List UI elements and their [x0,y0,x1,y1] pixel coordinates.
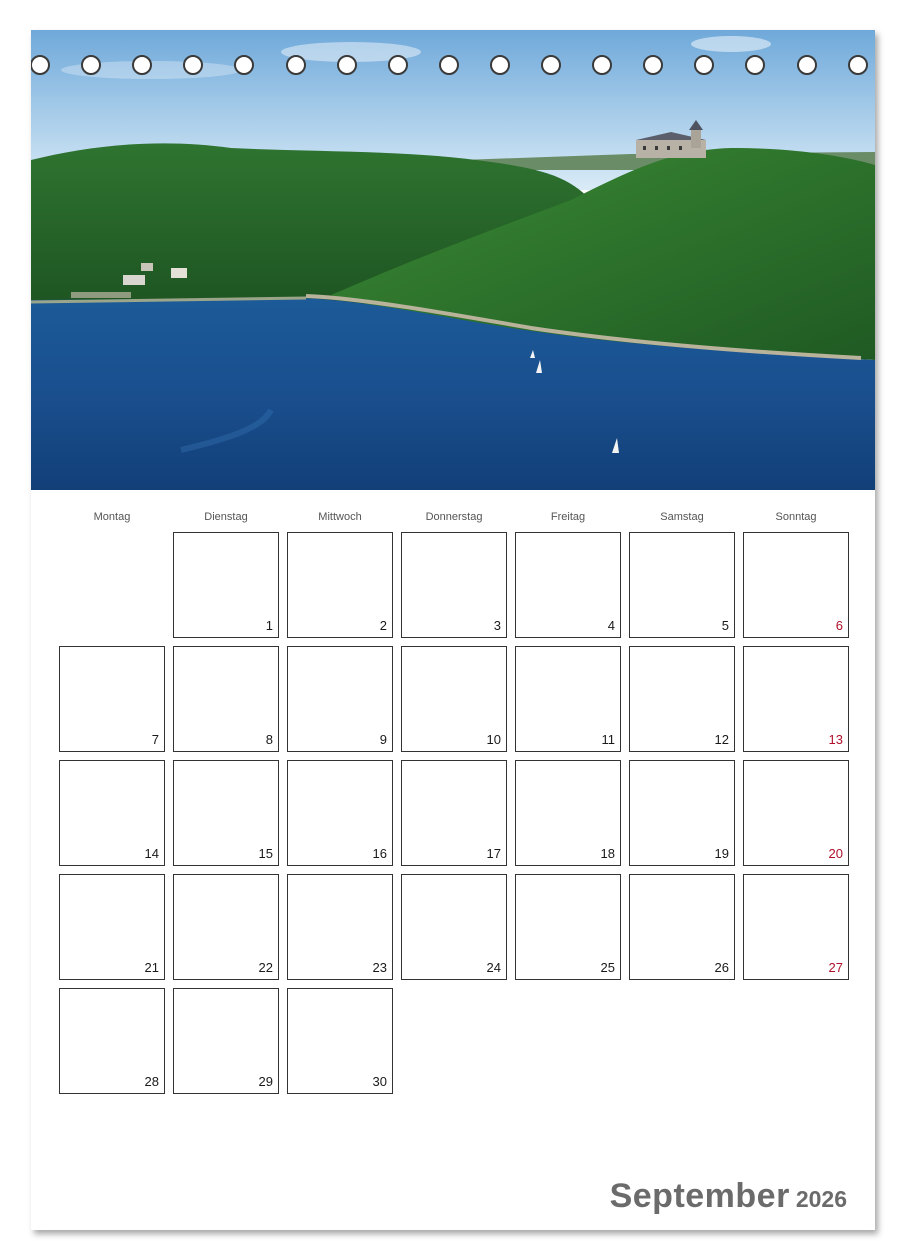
day-cell [515,532,621,638]
binding-ring [490,55,510,75]
day-cell [173,988,279,1094]
day-number: 11 [601,732,615,747]
day-cell [401,874,507,980]
day-number: 10 [486,732,501,747]
day-number: 9 [379,732,387,747]
day-number: 12 [714,732,729,747]
day-cell [287,988,393,1094]
day-number: 15 [258,846,273,861]
day-cell [287,874,393,980]
day-number: 3 [493,618,501,633]
binding-ring [286,55,306,75]
day-cell [287,760,393,866]
weekday-label: Mittwoch [318,511,362,523]
day-number: 20 [828,846,843,861]
day-number: 4 [607,618,615,633]
day-cell [743,646,849,752]
day-number: 30 [372,1074,387,1089]
binding-ring [81,55,101,75]
day-cell [401,760,507,866]
day-cell [59,646,165,752]
day-cell [743,532,849,638]
day-cell [59,874,165,980]
day-number: 22 [258,960,273,975]
weekday-label: Montag [93,511,131,523]
day-number: 1 [265,618,273,633]
day-number: 8 [265,732,273,747]
weekday-label: Sonntag [775,511,817,523]
day-cell [401,646,507,752]
weekday-label: Freitag [550,511,586,523]
day-cell [743,760,849,866]
day-number: 5 [721,618,729,633]
binding-ring [337,55,357,75]
day-number: 6 [835,618,843,633]
weekday-label: Donnerstag [425,511,483,523]
day-number: 13 [828,732,843,747]
day-cell [629,874,735,980]
day-cell [629,532,735,638]
binding-ring [592,55,612,75]
day-cell [59,760,165,866]
binding-ring [797,55,817,75]
day-cell [743,874,849,980]
binding-ring [388,55,408,75]
day-number: 21 [144,960,159,975]
day-number: 24 [486,960,501,975]
calendar-page [31,30,875,1230]
day-number: 2 [379,618,387,633]
day-number: 25 [600,960,615,975]
day-cell [173,874,279,980]
day-cell [173,532,279,638]
day-number: 26 [714,960,729,975]
day-cell [515,874,621,980]
day-number: 7 [151,732,159,747]
weekday-label: Samstag [660,511,704,523]
day-cell [59,988,165,1094]
day-cell [287,532,393,638]
day-cell [173,646,279,752]
day-number: 29 [258,1074,273,1089]
day-number: 27 [828,960,843,975]
day-cell [287,646,393,752]
day-number: 18 [600,846,615,861]
day-cell [629,646,735,752]
binding-ring [848,55,868,75]
binding-ring [439,55,459,75]
day-number: 23 [372,960,387,975]
weekday-label: Dienstag [204,511,248,523]
year-label: 2026 [795,1186,847,1212]
day-number: 28 [144,1074,159,1089]
day-number: 16 [372,846,387,861]
day-cell [173,760,279,866]
landscape-photo [31,30,875,490]
day-cell [629,760,735,866]
day-cell [401,532,507,638]
day-cell [515,646,621,752]
month-name: September [609,1177,790,1215]
month-title [610,1177,847,1216]
binding-ring [541,55,561,75]
binding-ring [31,55,50,75]
day-cell [515,760,621,866]
day-number: 14 [144,846,159,861]
day-number: 17 [486,846,501,861]
day-number: 19 [714,846,729,861]
